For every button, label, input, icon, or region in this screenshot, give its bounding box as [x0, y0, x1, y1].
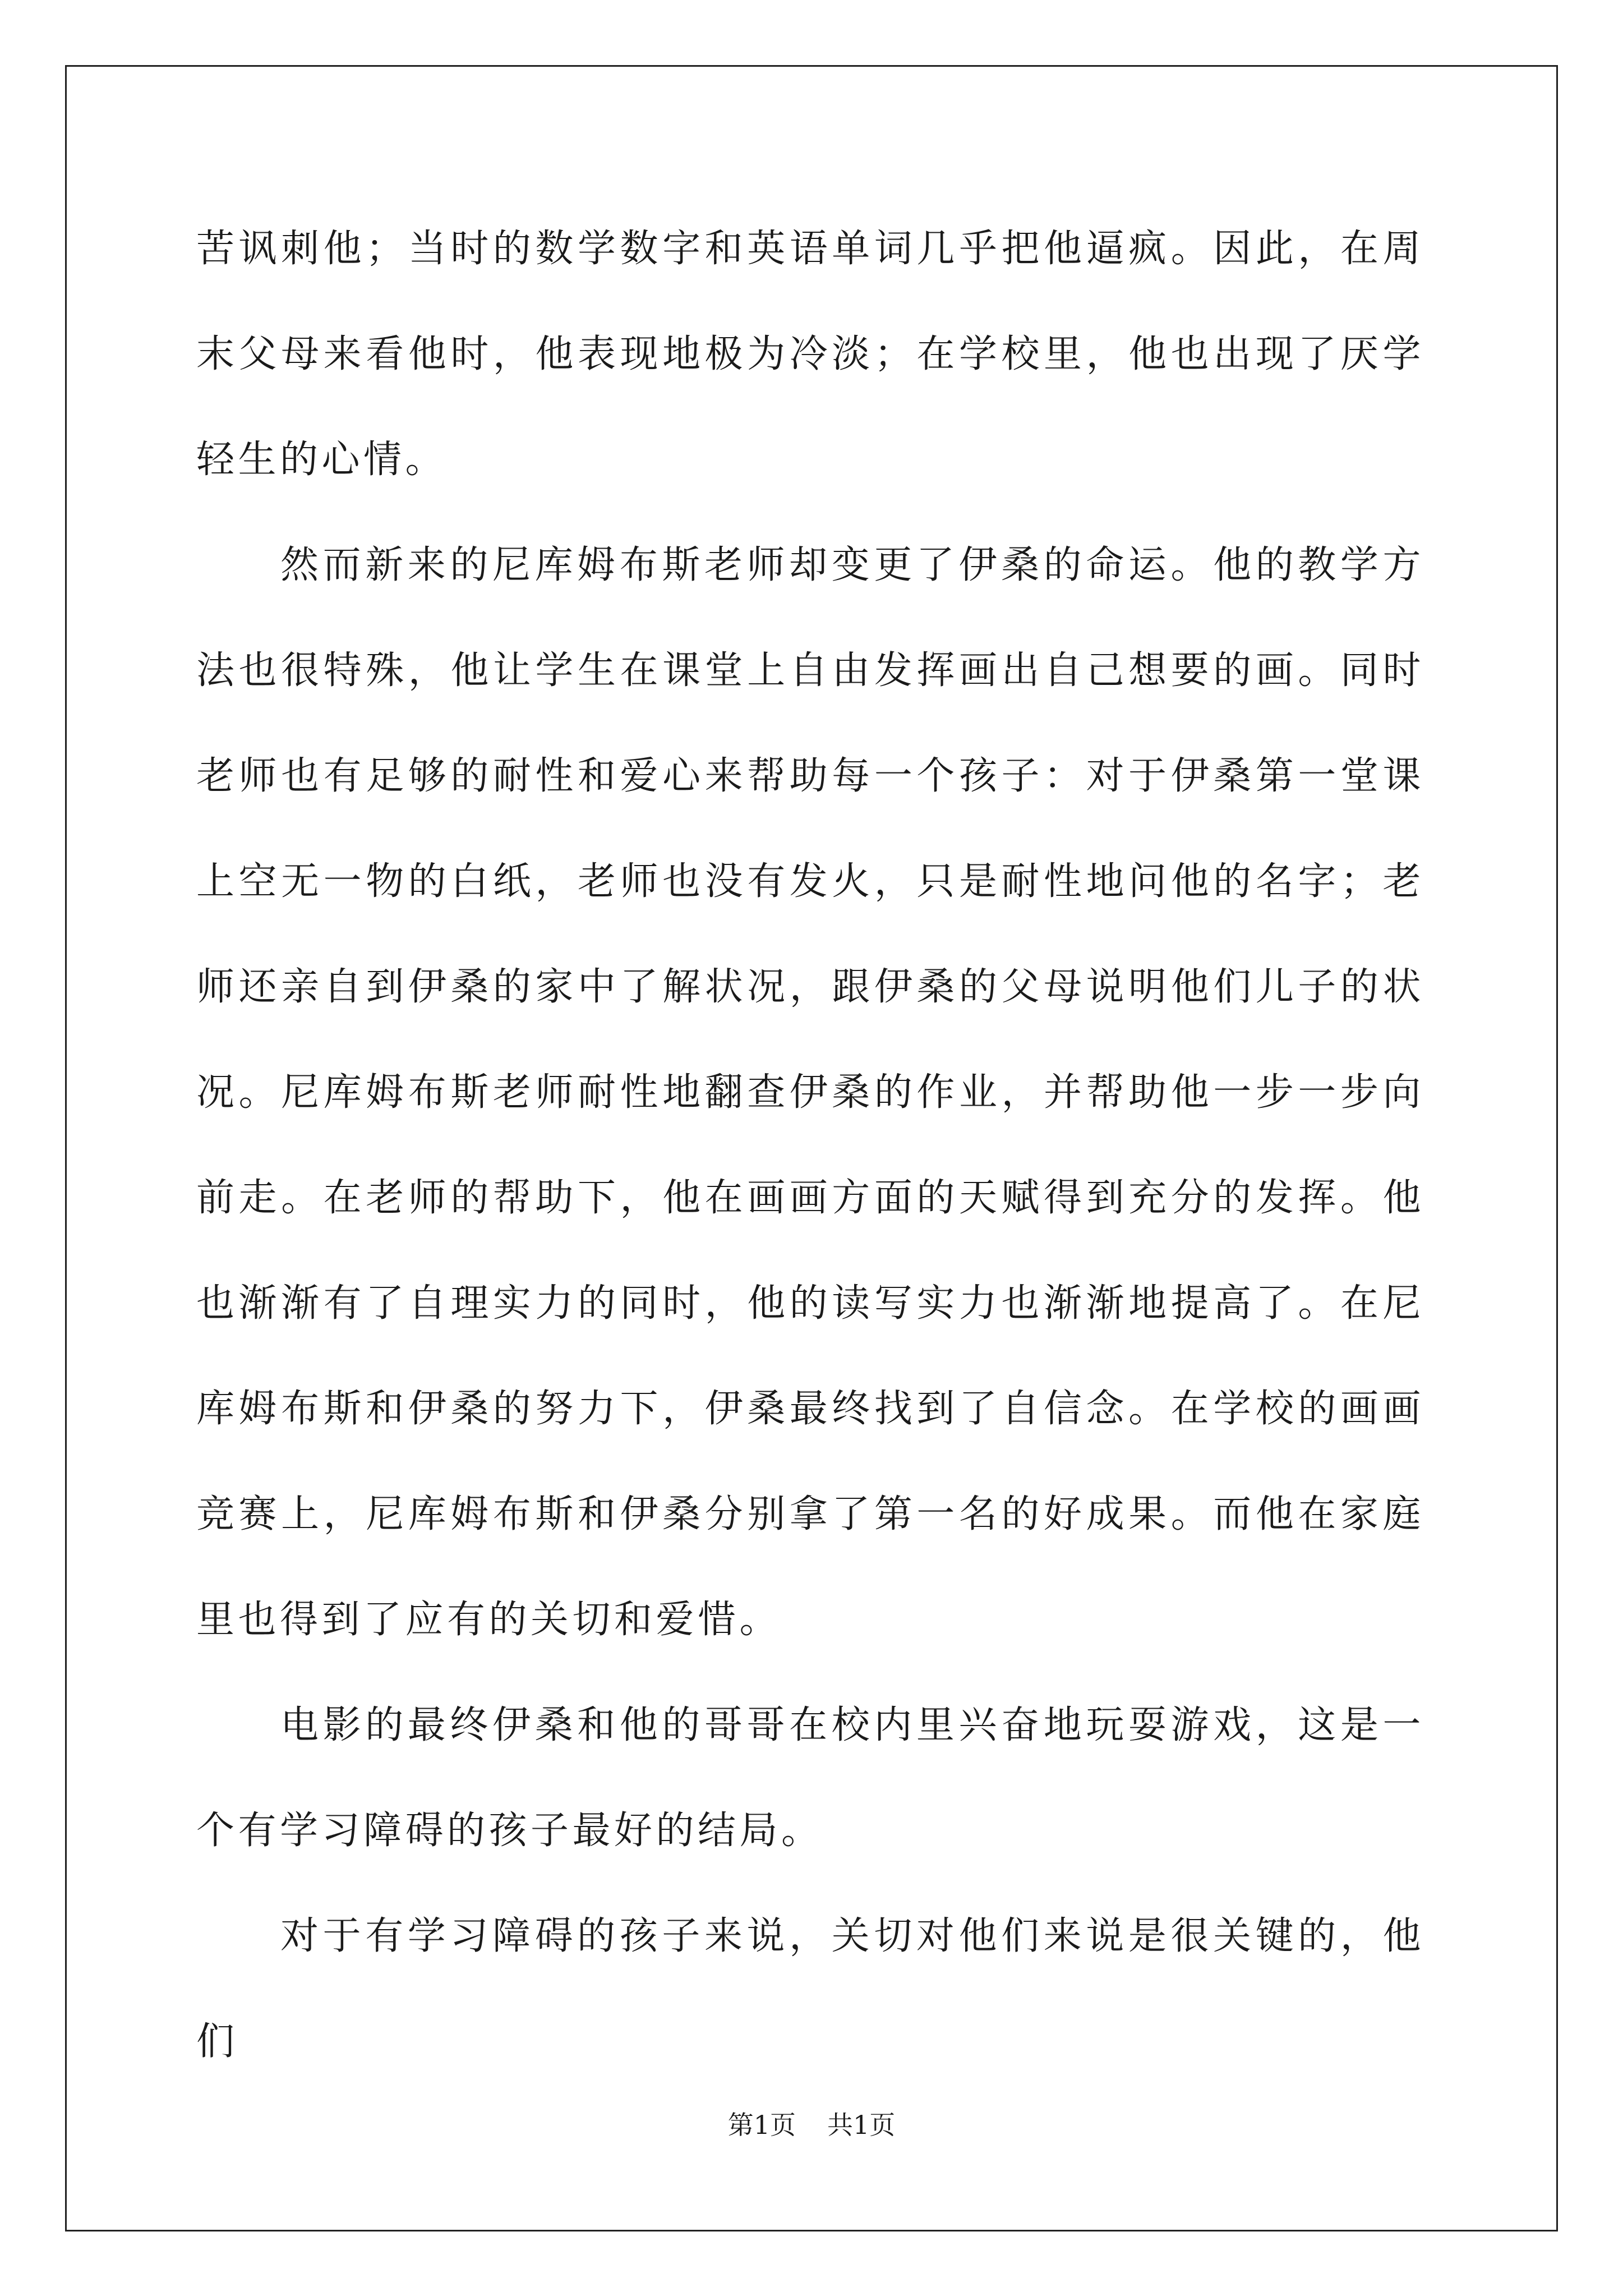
paragraph: 然而新来的尼库姆布斯老师却变更了伊桑的命运。他的教学方法也很特殊，他让学生在课堂上自由发挥画出自己想要的画。同时老师也有足够的耐性和爱心来帮助每一个孩子：对于伊桑第一堂课上空无一物的白纸，老师也没有发火，只是耐性地问他的名字；老师还亲自到伊桑的家中了解状况，跟伊桑的父母说明他们儿子的状况。尼库姆布斯老师耐性地翻查伊桑的作业，并帮助他一步一步向前走。在老师的帮助下，他在画画方面的天赋得到充分的发挥。他也渐渐有了自理实力的同时，他的读写实力也渐渐地提高了。在尼库姆布斯和伊桑的努力下，伊桑最终找到了自信念。在学校的画画竞赛上，尼库姆布斯和伊桑分别拿了第一名的好成果。而他在家庭里也得到了应有的关切和爱惜。 — [196, 543, 1424, 1642]
paragraph-continued: 苦讽刺他；当时的数学数字和英语单词几乎把他逼疯。因此，在周末父母来看他时，他表现地极为冷淡；在学校里，他也出现了厌学轻生的心情。 — [196, 227, 1424, 482]
paragraph: 电影的最终伊桑和他的哥哥在校内里兴奋地玩耍游戏，这是一个有学习障碍的孩子最好的结局。 — [196, 1703, 1424, 1853]
page-footer — [0, 2108, 1623, 2142]
page-number: 第1页 — [727, 2110, 796, 2140]
paragraph: 对于有学习障碍的孩子来说，关切对他们来说是很关键的，他们 — [196, 1914, 1424, 2064]
page-total: 共1页 — [827, 2110, 896, 2140]
document-body — [196, 196, 1424, 2095]
